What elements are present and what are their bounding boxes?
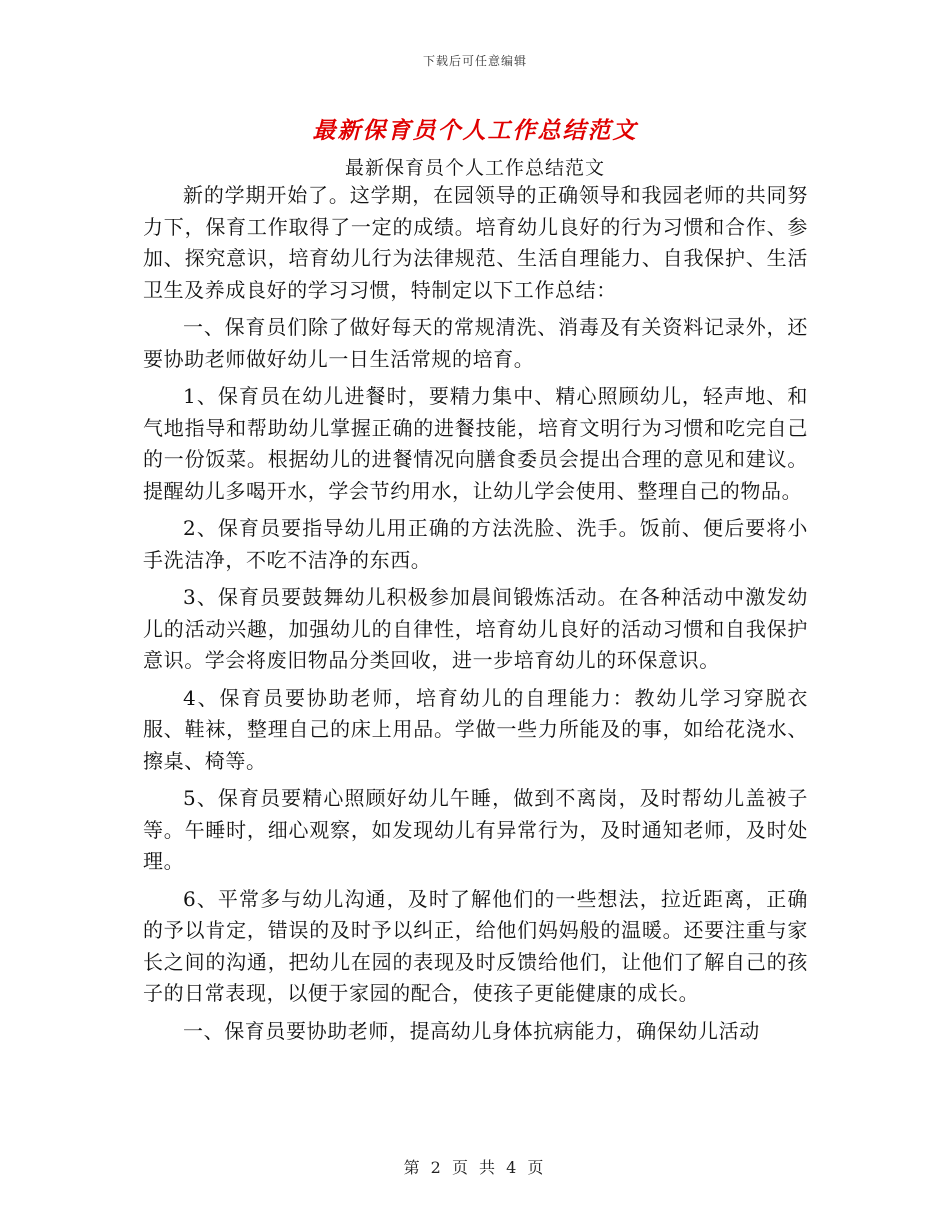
- document-subtitle: 最新保育员个人工作总结范文: [344, 157, 605, 179]
- document-body: [143, 180, 808, 1053]
- document-title: 最新保育员个人工作总结范文: [312, 117, 638, 144]
- header-note: 下载后可任意编辑: [422, 54, 527, 68]
- page-number-footer: 第 2 页 共 4 页: [403, 1158, 547, 1177]
- paragraph-section-2: 一、保育员要协助老师，提高幼儿身体抗病能力，确保幼儿活动: [183, 1018, 760, 1043]
- paragraph-item-3: 3、保育员要鼓舞幼儿积极参加晨间锻炼活动。在各种活动中激发幼儿的活动兴趣，加强幼儿的自律性，培育幼儿良好的活动习惯和自我保护意识。学会将废旧物品分类回收，进一步培育幼儿的环保意识。: [143, 585, 808, 672]
- paragraph-item-2: 2、保育员要指导幼儿用正确的方法洗脸、洗手。饭前、便后要将小手洗洁净，不吃不洁净的东西。: [143, 516, 808, 572]
- paragraph-item-6: 6、平常多与幼儿沟通，及时了解他们的一些想法，拉近距离，正确的予以肯定，错误的及时予以纠正，给他们妈妈般的温暖。还要注重与家长之间的沟通，把幼儿在园的表现及时反馈给他们，让他们了解自己的孩子的日常表现，以便于家园的配合，使孩子更能健康的成长。: [143, 886, 808, 1005]
- paragraph-item-4: 4、保育员要协助老师，培育幼儿的自理能力：教幼儿学习穿脱衣服、鞋袜，整理自己的床上用品。学做一些力所能及的事，如给花浇水、擦桌、椅等。: [143, 685, 808, 773]
- paragraph-intro: 新的学期开始了。这学期，在园领导的正确领导和我园老师的共同努力下，保育工作取得了一定的成绩。培育幼儿良好的行为习惯和合作、参加、探究意识，培育幼儿行为法律规范、生活自理能力、自我保护、生活卫生及养成良好的学习习惯，特制定以下工作总结：: [143, 183, 808, 302]
- paragraph-item-5: 5、保育员要精心照顾好幼儿午睡，做到不离岗，及时帮幼儿盖被子等。午睡时，细心观察，如发现幼儿有异常行为，及时通知老师，及时处理。: [143, 786, 808, 873]
- paragraph-item-1: 1、保育员在幼儿进餐时，要精力集中、精心照顾幼儿，轻声地、和气地指导和帮助幼儿掌握正确的进餐技能，培育文明行为习惯和吃完自己的一份饭菜。根据幼儿的进餐情况向膳食委员会提出合理的意见和建议。提醒幼儿多喝开水，学会节约用水，让幼儿学会使用、整理自己的物品。: [143, 384, 808, 503]
- paragraph-section-1: 一、保育员们除了做好每天的常规清洗、消毒及有关资料记录外，还要协助老师做好幼儿一日生活常规的培育。: [143, 315, 808, 371]
